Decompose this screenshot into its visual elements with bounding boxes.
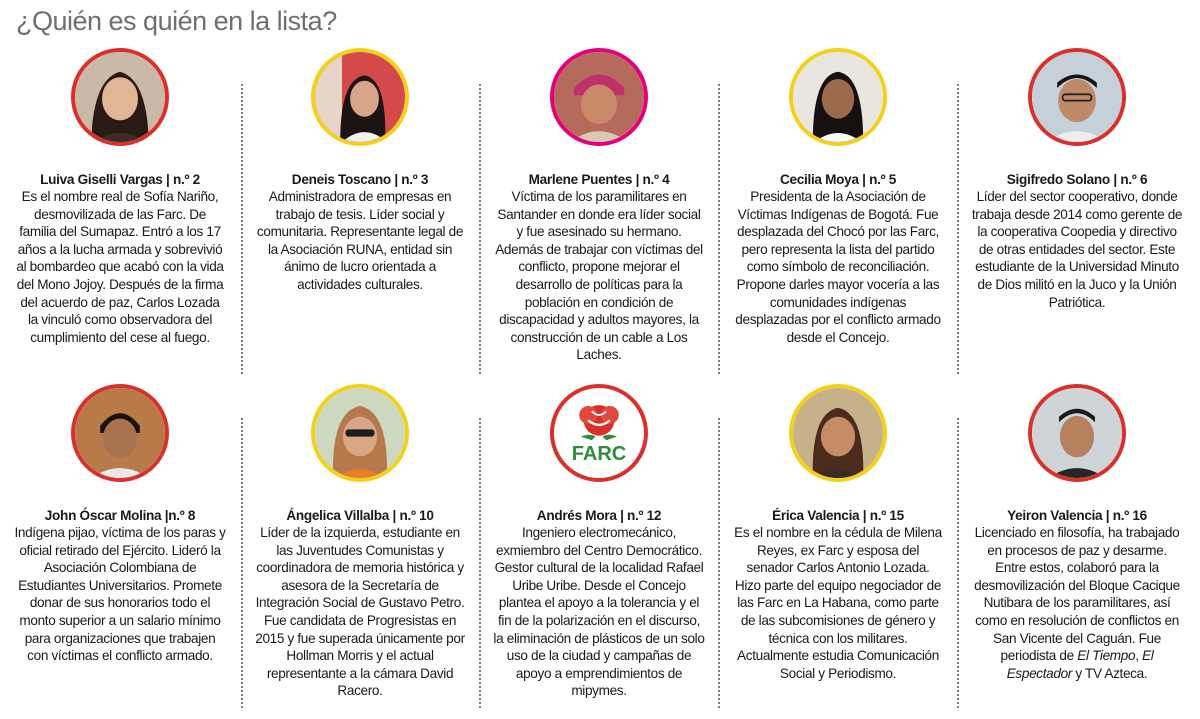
portrait-icon (1032, 388, 1122, 478)
candidate-photo (789, 48, 887, 146)
bio-publication: El Tiempo (1077, 648, 1136, 664)
bio-publication: El Espectador (1006, 648, 1154, 681)
candidate-photo (311, 48, 409, 146)
candidate-card (250, 48, 470, 294)
candidate-name: Yeiron Valencia | n.º 16 (1007, 508, 1147, 523)
candidate-bio: Es el nombre en la cédula de Milena Reyes, ex Farc y esposa del senador Carlos Antonio Lozada. Hizo parte del equipo negociador de las Farc en La Habana, como parte de las subcomisiones de género y técnica con los militares. Actualmente estudia Comunicación Social y Periodismo. (734, 525, 942, 681)
candidate-bio: Víctima de los paramilitares en Santander en donde era líder social y fue asesinado su hermano. Además de trabajar con víctimas del conflicto, propone mejorar el desarrollo de políticas para la población en condición de discapacidad y adultos mayores, la construcción de un cable a Los Laches. (495, 189, 703, 363)
candidate-name: Cecilia Moya | n.º 5 (779, 172, 897, 187)
candidate-name: Andrés Mora | n.º 12 (536, 508, 662, 523)
candidate-name: Deneis Toscano | n.º 3 (291, 172, 429, 187)
bio-text: y TV Azteca. (1071, 665, 1148, 681)
portrait-icon (315, 52, 405, 142)
portrait-icon (75, 388, 165, 478)
candidate-photo (1028, 384, 1126, 482)
candidate-card (967, 384, 1187, 682)
candidate-card (489, 48, 709, 364)
logo-text: FARC (571, 443, 627, 465)
portrait-icon (793, 388, 883, 478)
candidate-bio (967, 524, 1187, 682)
candidate-name: Érica Valencia | n.º 15 (772, 508, 904, 523)
candidate-bio: Líder del sector cooperativo, donde trabaja desde 2014 como gerente de la cooperativa Coopedia y directivo de otras entidades del sector. Este estudiante de la Universidad Minuto de Dios militó en la Juco y la Unión Patriótica. (971, 189, 1183, 310)
portrait-icon (315, 388, 405, 478)
candidate-card (967, 48, 1187, 311)
candidate-name: Luiva Giselli Vargas | n.º 2 (40, 172, 200, 187)
candidate-card (728, 384, 948, 682)
bio-separator: , (1135, 648, 1143, 664)
candidate-photo (550, 48, 648, 146)
candidate-name: Marlene Puentes | n.º 4 (528, 172, 670, 187)
candidate-bio: Es el nombre real de Sofía Nariño, desmovilizada de las Farc. De familia del Sumapaz. Entró a los 17 años a la lucha armada y sobrevivió al bombardeo que acabó con la vida del Mono Jojoy. Después de la firma del acuerdo de paz, Carlos Lozada la vinculó como observadora del cumplimiento del cese al fuego. (16, 189, 224, 345)
portrait-icon (793, 52, 883, 142)
candidate-photo (311, 384, 409, 482)
page-title: ¿Quién es quién en la lista? (16, 6, 337, 36)
column-divider (479, 418, 481, 708)
candidates-grid (0, 46, 1200, 714)
column-divider (479, 84, 481, 374)
candidate-name: Sigifredo Solano | n.º 6 (1006, 172, 1148, 187)
portrait-icon (75, 52, 165, 142)
column-divider (718, 418, 720, 708)
column-divider (718, 84, 720, 374)
candidate-bio: Presidenta de la Asociación de Víctimas Indígenas de Bogotá. Fue desplazada del Chocó por las Farc, pero representa la lista del partido como símbolo de reconciliación. Propone darles mayor vocería a las comunidades indígenas desplazadas por el conflicto armado desde el Concejo. (735, 189, 941, 345)
candidate-card (250, 384, 470, 700)
candidate-card (489, 384, 709, 700)
candidate-name: John Óscar Molina |n.º 8 (44, 508, 196, 523)
column-divider (957, 418, 959, 708)
candidate-name: Ángelica Villalba | n.º 10 (286, 508, 434, 523)
farc-logo (550, 384, 648, 482)
bio-text: Licenciado en filosofía, ha trabajado en procesos de paz y desarme. Entre estos, colaboró para la desmovilización del Bloque Cacique Nutibara de los paramilitares, así como en resolución de conflictos en San Vicente del Caguán. Fue periodista de (974, 525, 1180, 664)
candidate-bio: Líder de la izquierda, estudiante en las Juventudes Comunistas y coordinadora de memoria histórica y asesora de la Secretaría de Integración Social de Gustavo Petro. Fue candidata de Progresistas en 2015 y fue superada únicamente por Hollman Morris y el actual representante a la cámara David Racero. (255, 525, 465, 699)
candidate-photo (789, 384, 887, 482)
candidate-bio: Administradora de empresas en trabajo de tesis. Líder social y comunitaria. Representante legal de la Asociación RUNA, entidad sin ánimo de lucro orientada a actividades culturales. (256, 189, 464, 292)
candidate-photo (71, 384, 169, 482)
candidate-photo (1028, 48, 1126, 146)
column-divider (241, 418, 243, 708)
column-divider (957, 84, 959, 374)
portrait-icon (1032, 52, 1122, 142)
candidate-bio: Ingeniero electromecánico, exmiembro del Centro Democrático. Gestor cultural de la localidad Rafael Uribe Uribe. Desde el Concejo plantea el apoyo a la tolerancia y el fin de la polarización en el discurso, la eliminación de plásticos de un solo uso de la ciudad y campañas de apoyo a emprendimientos de mipymes. (493, 525, 705, 699)
candidate-card (10, 384, 230, 665)
candidate-bio: Indígena pijao, víctima de los paras y oficial retirado del Ejército. Lideró la Asociación Colombiana de Estudiantes Universitarios. Promete donar de sus honorarios todo el monto superior a un salario mínimo para organizaciones que trabajen con víctimas el conflicto armado. (14, 525, 226, 664)
candidate-card (728, 48, 948, 346)
column-divider (241, 84, 243, 374)
portrait-icon (554, 52, 644, 142)
candidate-card (10, 48, 230, 346)
candidate-photo (71, 48, 169, 146)
